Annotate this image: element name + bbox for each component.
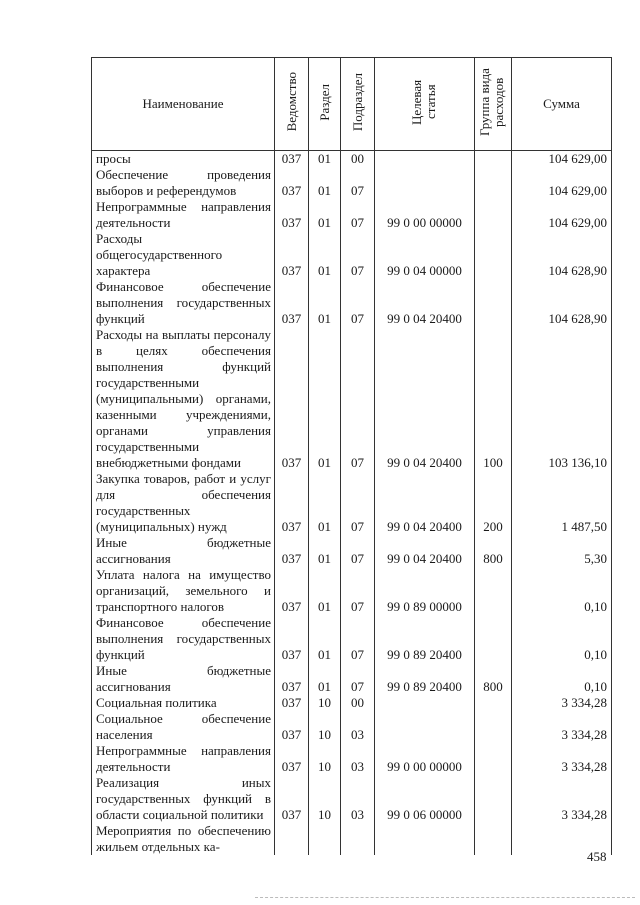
cell-subsection: 03 <box>341 743 375 775</box>
cell-dept: 037 <box>275 231 309 279</box>
cell-group <box>475 743 512 775</box>
cell-group <box>475 823 512 855</box>
header-dept: Ведомство <box>275 58 309 151</box>
cell-section: 01 <box>309 151 341 168</box>
cell-dept: 037 <box>275 151 309 168</box>
cell-name: Расходы общегосударственного характера <box>92 231 275 279</box>
cell-name: Обеспечение проведения выборов и референдумов <box>92 167 275 199</box>
table-body <box>92 151 612 856</box>
header-group: Группа вида расходов <box>475 58 512 151</box>
cell-subsection: 07 <box>341 199 375 231</box>
table-row <box>92 711 612 743</box>
cell-name: Иные бюджетные ассигнования <box>92 663 275 695</box>
cell-name: Финансовое обеспечение выполнения государственных функций <box>92 615 275 663</box>
cell-group <box>475 695 512 711</box>
cell-dept: 037 <box>275 199 309 231</box>
cell-target: 99 0 04 20400 <box>375 535 475 567</box>
cell-subsection: 07 <box>341 279 375 327</box>
cell-section <box>309 823 341 855</box>
cell-dept: 037 <box>275 663 309 695</box>
cell-sum: 104 629,00 <box>512 199 612 231</box>
cell-sum: 3 334,28 <box>512 775 612 823</box>
cell-dept: 037 <box>275 279 309 327</box>
page-number: 458 <box>587 849 607 864</box>
cell-dept <box>275 823 309 855</box>
cell-section: 01 <box>309 327 341 471</box>
table-row <box>92 279 612 327</box>
cell-name: Закупка товаров, работ и услуг для обеспечения государственных (муниципальных) нужд <box>92 471 275 535</box>
cell-subsection: 07 <box>341 615 375 663</box>
cell-name: Мероприятия по обеспечению жильем отдельных ка- <box>92 823 275 855</box>
table-row <box>92 535 612 567</box>
table-row <box>92 327 612 471</box>
cell-subsection: 07 <box>341 535 375 567</box>
cell-group <box>475 231 512 279</box>
header-sum: Сумма <box>512 58 612 151</box>
cell-sum: 104 629,00 <box>512 167 612 199</box>
cell-target <box>375 695 475 711</box>
cell-section: 10 <box>309 775 341 823</box>
header-subsection: Подраздел <box>341 58 375 151</box>
table-row <box>92 823 612 855</box>
header-section: Раздел <box>309 58 341 151</box>
cell-dept: 037 <box>275 327 309 471</box>
cell-name: Реализация иных государственных функций в области социальной политики <box>92 775 275 823</box>
table-row <box>92 151 612 168</box>
cell-sum: 3 334,28 <box>512 711 612 743</box>
cell-sum: 104 628,90 <box>512 231 612 279</box>
cell-target: 99 0 89 20400 <box>375 663 475 695</box>
cell-subsection: 00 <box>341 695 375 711</box>
footer-divider <box>255 897 635 898</box>
cell-target <box>375 151 475 168</box>
cell-dept: 037 <box>275 471 309 535</box>
cell-dept: 037 <box>275 775 309 823</box>
cell-section: 01 <box>309 167 341 199</box>
cell-target: 99 0 04 20400 <box>375 327 475 471</box>
cell-section: 01 <box>309 567 341 615</box>
table-row <box>92 775 612 823</box>
cell-subsection: 07 <box>341 663 375 695</box>
cell-group <box>475 775 512 823</box>
cell-section: 10 <box>309 695 341 711</box>
cell-sum: 3 334,28 <box>512 743 612 775</box>
cell-name: Финансовое обеспечение выполнения государственных функций <box>92 279 275 327</box>
cell-group <box>475 711 512 743</box>
cell-target: 99 0 06 00000 <box>375 775 475 823</box>
cell-name: Социальное обеспечение населения <box>92 711 275 743</box>
cell-section: 01 <box>309 231 341 279</box>
cell-dept: 037 <box>275 535 309 567</box>
cell-name: просы <box>92 151 275 168</box>
cell-subsection <box>341 823 375 855</box>
cell-name: Непрограммные направления деятельности <box>92 199 275 231</box>
cell-target: 99 0 04 20400 <box>375 279 475 327</box>
table-row <box>92 743 612 775</box>
cell-target: 99 0 89 00000 <box>375 567 475 615</box>
cell-name: Непрограммные направления деятельности <box>92 743 275 775</box>
cell-target: 99 0 00 00000 <box>375 199 475 231</box>
cell-section: 10 <box>309 711 341 743</box>
cell-name: Уплата налога на имущество организаций, земельного и транспортного налогов <box>92 567 275 615</box>
header-name: Наименование <box>92 58 275 151</box>
cell-name: Иные бюджетные ассигнования <box>92 535 275 567</box>
cell-section: 01 <box>309 535 341 567</box>
cell-group: 200 <box>475 471 512 535</box>
table-row <box>92 471 612 535</box>
cell-subsection: 07 <box>341 231 375 279</box>
cell-sum: 3 334,28 <box>512 695 612 711</box>
cell-target <box>375 823 475 855</box>
cell-group: 800 <box>475 535 512 567</box>
cell-target: 99 0 89 20400 <box>375 615 475 663</box>
cell-dept: 037 <box>275 695 309 711</box>
table-header-row <box>92 58 612 151</box>
cell-section: 01 <box>309 279 341 327</box>
cell-subsection: 03 <box>341 775 375 823</box>
cell-group <box>475 615 512 663</box>
cell-group <box>475 199 512 231</box>
cell-subsection: 07 <box>341 167 375 199</box>
cell-section: 01 <box>309 615 341 663</box>
cell-section: 01 <box>309 471 341 535</box>
cell-dept: 037 <box>275 167 309 199</box>
table-row <box>92 231 612 279</box>
budget-table <box>91 57 612 855</box>
cell-section: 10 <box>309 743 341 775</box>
cell-target: 99 0 04 00000 <box>375 231 475 279</box>
cell-sum: 5,30 <box>512 535 612 567</box>
cell-subsection: 07 <box>341 327 375 471</box>
cell-group <box>475 567 512 615</box>
cell-group <box>475 167 512 199</box>
cell-target: 99 0 04 20400 <box>375 471 475 535</box>
cell-group <box>475 279 512 327</box>
table-row <box>92 567 612 615</box>
cell-sum: 0,10 <box>512 663 612 695</box>
cell-name: Расходы на выплаты персоналу в целях обеспечения выполнения функций государственными (муниципальными) органами, казенными учреждениями, органами управления государственными внебюджетными фондами <box>92 327 275 471</box>
cell-sum: 104 628,90 <box>512 279 612 327</box>
cell-subsection: 00 <box>341 151 375 168</box>
cell-group: 100 <box>475 327 512 471</box>
table-row <box>92 167 612 199</box>
cell-dept: 037 <box>275 567 309 615</box>
cell-name: Социальная политика <box>92 695 275 711</box>
header-target: Целевая статья <box>375 58 475 151</box>
cell-subsection: 07 <box>341 471 375 535</box>
cell-sum: 0,10 <box>512 615 612 663</box>
cell-dept: 037 <box>275 711 309 743</box>
cell-dept: 037 <box>275 615 309 663</box>
cell-group <box>475 151 512 168</box>
cell-target: 99 0 00 00000 <box>375 743 475 775</box>
table-row <box>92 695 612 711</box>
cell-subsection: 07 <box>341 567 375 615</box>
cell-sum: 103 136,10 <box>512 327 612 471</box>
cell-sum: 1 487,50 <box>512 471 612 535</box>
table-row <box>92 663 612 695</box>
cell-subsection: 03 <box>341 711 375 743</box>
cell-group: 800 <box>475 663 512 695</box>
cell-section: 01 <box>309 663 341 695</box>
cell-sum: 104 629,00 <box>512 151 612 168</box>
cell-target <box>375 167 475 199</box>
cell-section: 01 <box>309 199 341 231</box>
table-row <box>92 199 612 231</box>
cell-sum: 0,10 <box>512 567 612 615</box>
table-row <box>92 615 612 663</box>
cell-dept: 037 <box>275 743 309 775</box>
cell-target <box>375 711 475 743</box>
